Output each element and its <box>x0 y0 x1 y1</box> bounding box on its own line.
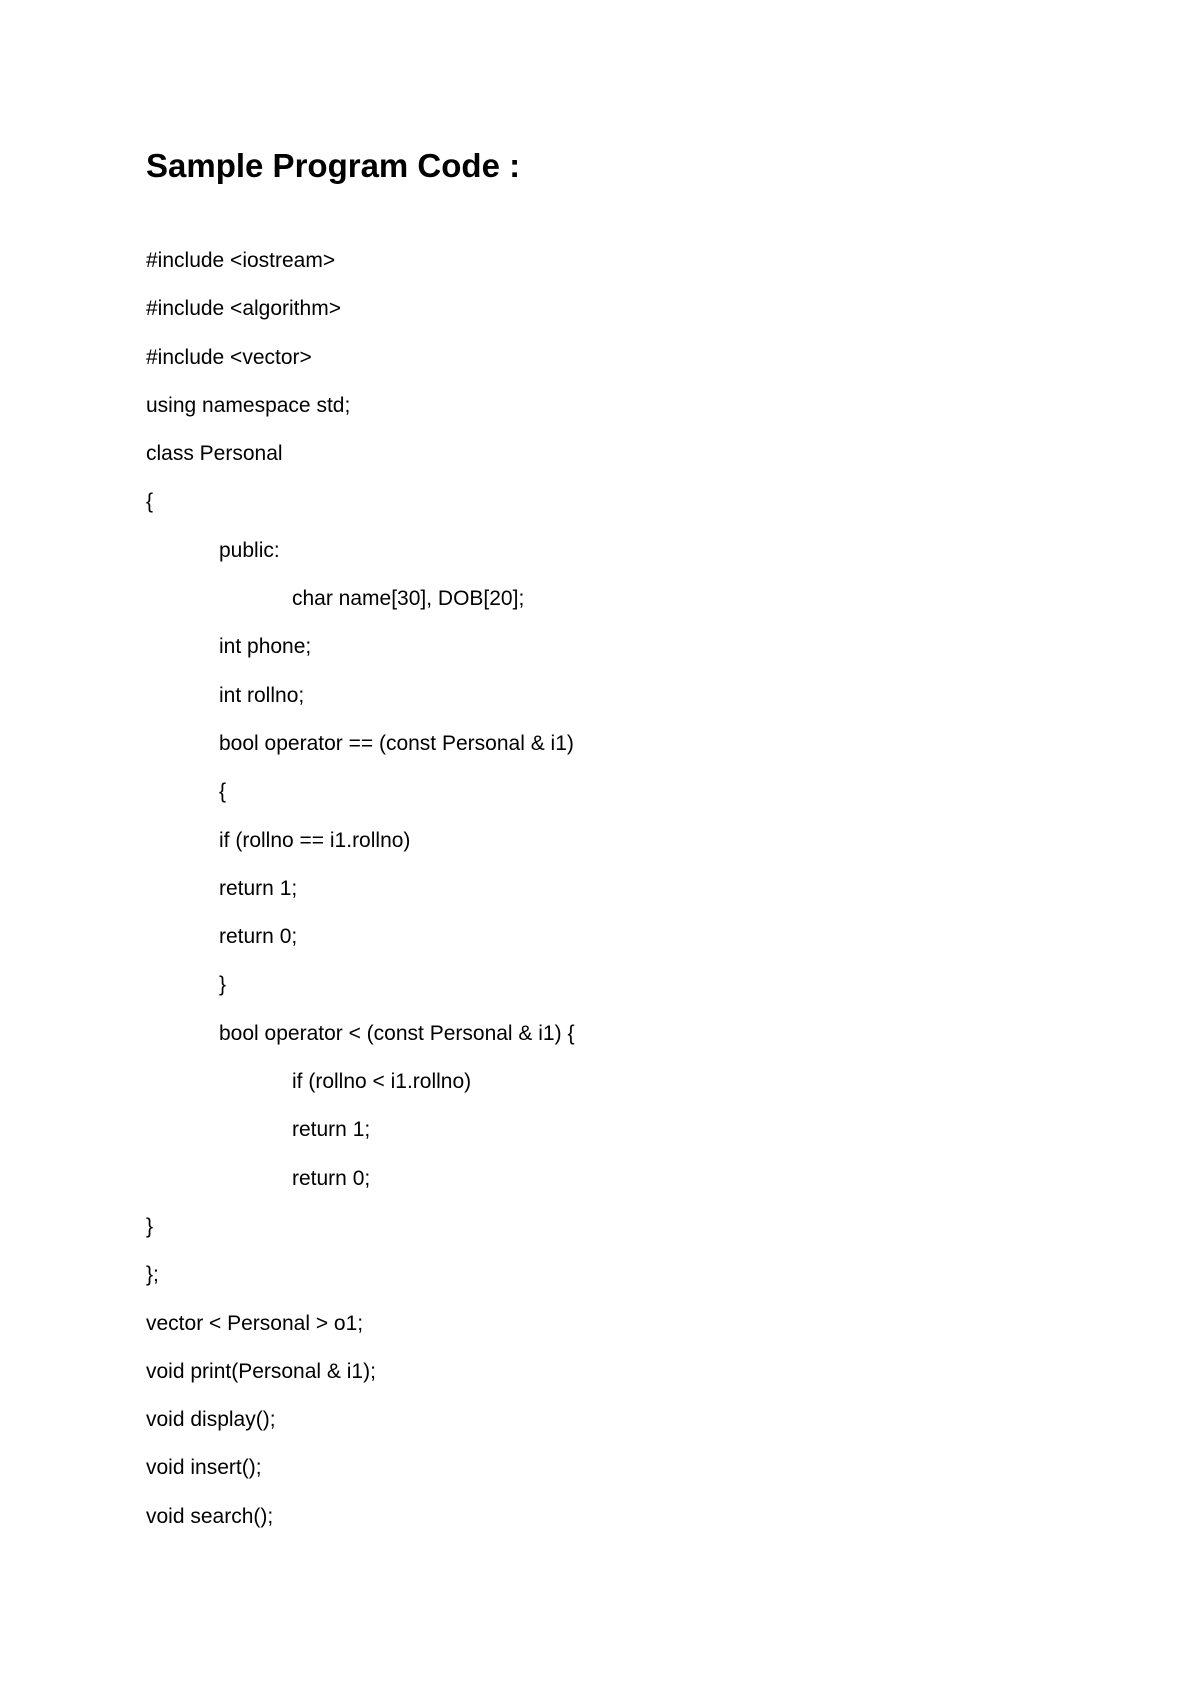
code-line: public: <box>219 538 280 562</box>
code-line: #include <vector> <box>146 345 312 369</box>
code-line: return 0; <box>219 925 298 949</box>
code-line: return 1; <box>292 1118 371 1142</box>
code-line: #include <iostream> <box>146 249 336 272</box>
code-line: vector < Personal > o1; <box>146 1311 364 1335</box>
code-line: if (rollno < i1.rollno) <box>292 1070 472 1094</box>
code-line: } <box>219 973 227 997</box>
code-line: { <box>146 490 154 514</box>
code-line: int phone; <box>219 635 312 659</box>
code-line: void search(); <box>146 1504 274 1528</box>
page-heading: Sample Program Code : <box>146 147 521 184</box>
code-line: char name[30], DOB[20]; <box>292 587 525 611</box>
code-line: bool operator == (const Personal & i1) <box>219 731 574 755</box>
code-line: { <box>219 780 227 804</box>
code-line: void insert(); <box>146 1456 262 1480</box>
code-line: void print(Personal & i1); <box>146 1359 376 1383</box>
code-line: void display(); <box>146 1408 276 1432</box>
code-line: return 0; <box>292 1166 371 1190</box>
code-line: }; <box>146 1263 159 1287</box>
code-line: return 1; <box>219 876 298 900</box>
code-line: using namespace std; <box>146 393 351 417</box>
code-line: if (rollno == i1.rollno) <box>219 828 411 852</box>
code-line: #include <algorithm> <box>146 297 341 321</box>
code-listing <box>146 249 574 1553</box>
code-line: bool operator < (const Personal & i1) { <box>219 1021 575 1045</box>
code-line: } <box>146 1214 154 1238</box>
code-line: class Personal <box>146 442 283 466</box>
code-line: int rollno; <box>219 683 305 707</box>
